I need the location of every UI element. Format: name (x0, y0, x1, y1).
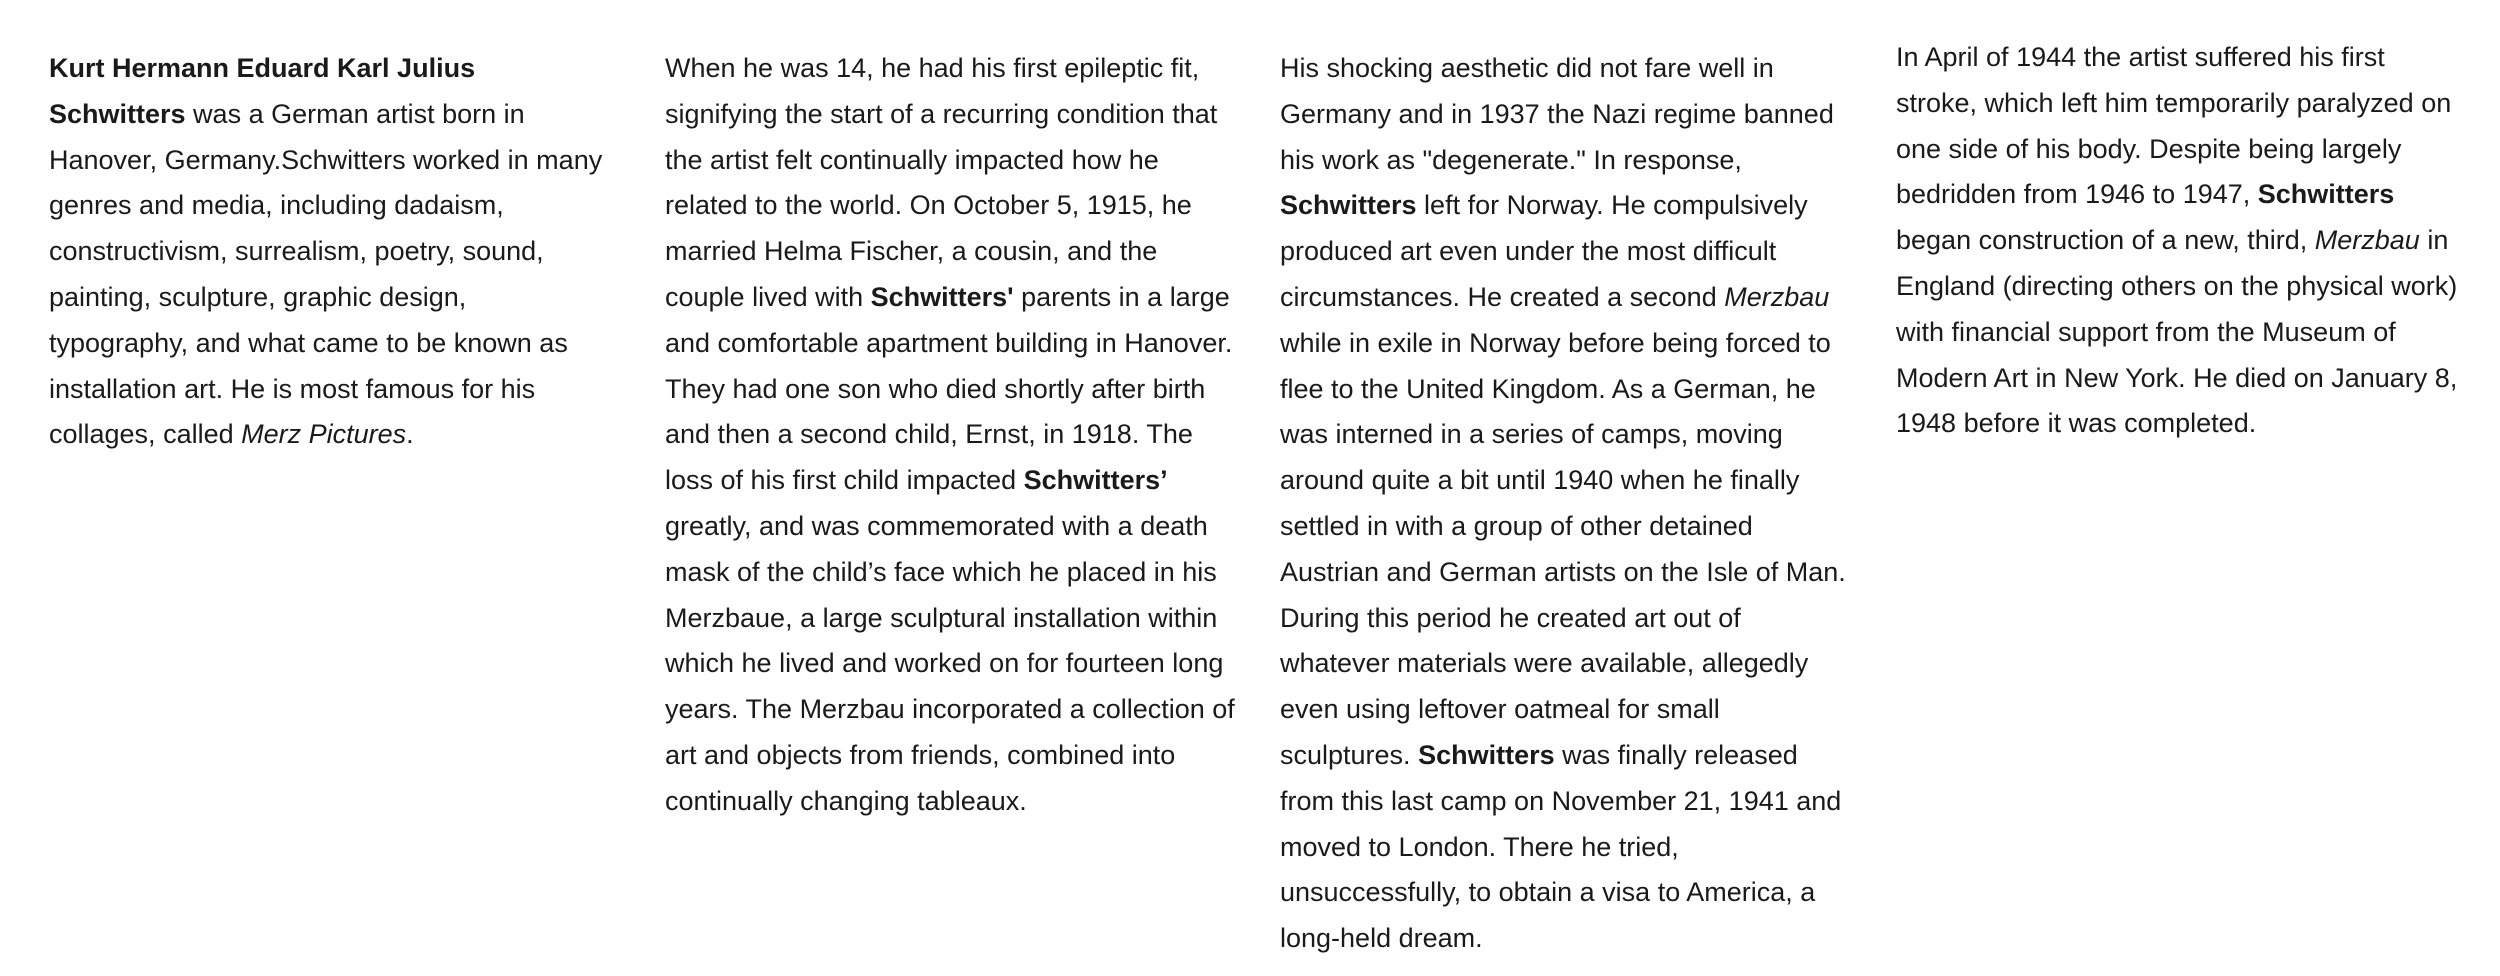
bold-text: Schwitters’ (1023, 465, 1168, 496)
italic-text: Merzbau (2314, 225, 2420, 256)
italic-text: Merzbau (1724, 281, 1830, 312)
column-1 (49, 46, 609, 458)
paragraph-final-years (1896, 35, 2471, 447)
text-run: was finally released from this last camp on November 21, 1941 and moved to London. There he tried, unsuccessfully, to obtain a visa to America, a long-held dream. (1280, 739, 1842, 954)
text-run: left for Norway. He compulsively produced art even under the most difficult circumstances. He created a second (1280, 190, 1808, 312)
text-run: When he was 14, he had his first epileptic fit, signifying the start of a recurring condition that the artist felt continually impacted how he related to the world. On October 5, 1915, he married Helma Fischer, a cousin, and the couple lived with (665, 53, 1218, 312)
text-run: His shocking aesthetic did not fare well in Germany and in 1937 the Nazi regime banned his work as "degenerate." In response, (1280, 53, 1834, 175)
column-4 (1896, 35, 2471, 447)
text-run: in England (directing others on the physical work) with financial support from the Museum of Modern Art in New York. He died on January 8, 1948 before it was completed. (1896, 225, 2458, 439)
bold-text: Schwitters (1280, 190, 1417, 221)
paragraph-exile (1280, 46, 1850, 962)
bold-text: Schwitters (2257, 179, 2395, 210)
text-run: In April of 1944 the artist suffered his first stroke, which left him temporarily paralyzed on one side of his body. Despite being largely bedridden from 1946 to 1947, (1896, 42, 2452, 210)
text-run: parents in a large and comfortable apartment building in Hanover. They had one son who died shortly after birth and then a second child, Ernst, in 1918. The loss of his first child impacted (665, 281, 1233, 496)
text-run: while in exile in Norway before being forced to flee to the United Kingdom. As a German, he was interned in a series of camps, moving around quite a bit until 1940 when he finally settled in with a group of other detained Austrian and German artists on the Isle of Man. During this period he created art out of whatever materials were available, allegedly even using leftover oatmeal for small sculptures. (1280, 327, 1846, 770)
column-3 (1280, 46, 1850, 962)
bold-text: Schwitters' (870, 281, 1014, 312)
column-2 (665, 46, 1235, 825)
text-run: began construction of a new, third, (1896, 225, 2315, 256)
bold-text: Kurt Hermann Eduard Karl Julius Schwitters (49, 53, 476, 129)
text-run: greatly, and was commemorated with a death mask of the child’s face which he placed in his Merzbaue, a large sculptural installation within which he lived and worked on for fourteen long years. The Merzbau incorporated a collection of art and objects from friends, combined into continually changing tableaux. (665, 510, 1235, 816)
text-run: . (406, 419, 414, 450)
bold-text: Schwitters (1418, 739, 1555, 770)
text-run: was a German artist born in Hanover, Germany.Schwitters worked in many genres and media, including dadaism, constructivism, surrealism, poetry, sound, painting, sculpture, graphic design, typography, and what came to be known as installation art. He is most famous for his collages, called (49, 98, 603, 450)
paragraph-intro (49, 46, 609, 458)
paragraph-early-life (665, 46, 1235, 825)
italic-text: Merz Pictures (241, 419, 407, 450)
